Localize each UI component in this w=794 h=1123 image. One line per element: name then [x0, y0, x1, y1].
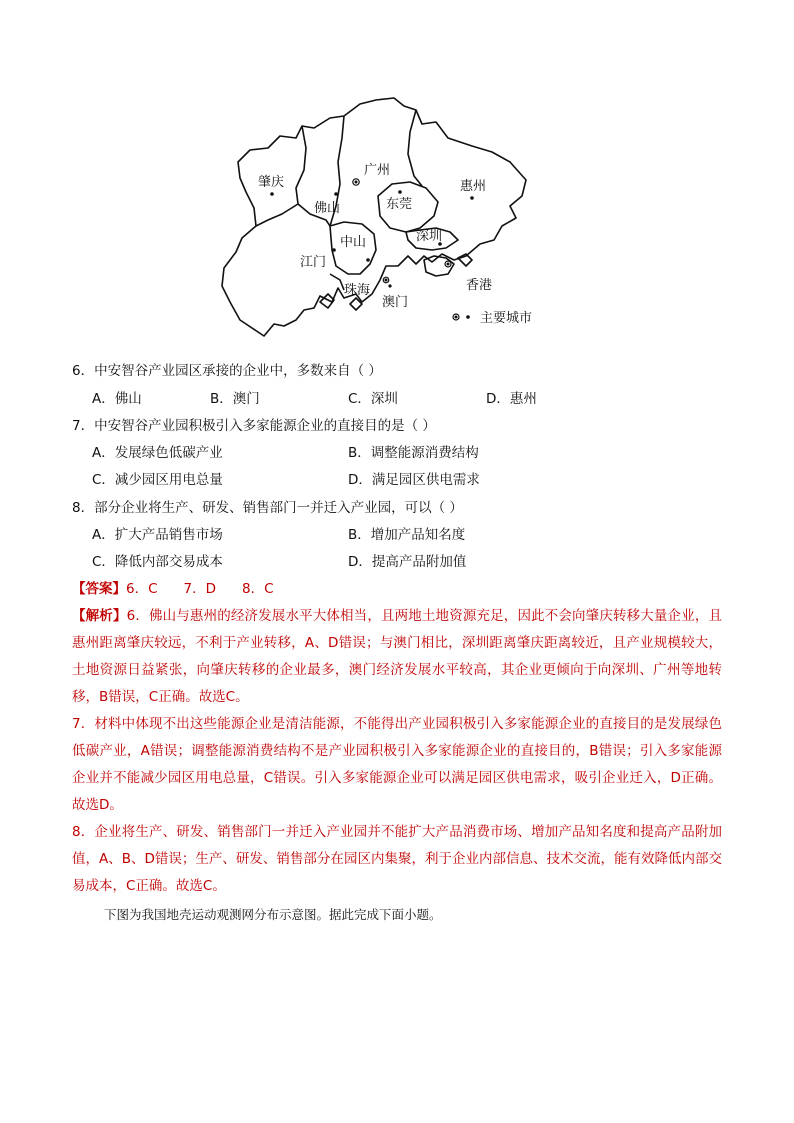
dongguan-label: 东莞 — [386, 197, 413, 212]
zhuhai-marker-inner — [385, 279, 387, 281]
explanation-7-text: 7．材料中体现不出这些能源企业是清洁能源，不能得出产业园积极引入多家能源企业的直接目的是发展绿色低碳产业，A错误；调整能源消费结构不是产业园积极引入多家能源企业的直接目的，B错误；引入多家能源企业并不能减少园区用电总量，C错误。引入多家能源企业可以满足园区供电需求，吸引企业迁入，D正确。故选D。 — [72, 716, 722, 813]
question-6-option-c: C．深圳 — [348, 391, 398, 407]
explanation-label: 【解析】 — [72, 608, 127, 624]
hongkong-marker-inner — [447, 263, 449, 265]
question-6-option-b: B．澳门 — [210, 391, 260, 407]
zhaoqing-label: 肇庆 — [258, 175, 285, 190]
answer-7: 7．D — [183, 581, 216, 597]
jiangmen-label: 江门 — [300, 255, 327, 270]
question-8-option-a: A．扩大产品销售市场 — [92, 527, 223, 543]
answer-8: 8．C — [242, 581, 274, 597]
macau-marker — [388, 284, 391, 287]
guangzhou-marker-inner — [355, 181, 357, 183]
answer-line — [72, 580, 300, 598]
zhuhai-label: 珠海 — [344, 283, 371, 298]
zhongshan-label: 中山 — [340, 235, 367, 250]
zhongshan-marker — [366, 258, 370, 262]
macau-label: 澳门 — [382, 295, 409, 310]
question-7-option-a: A．发展绿色低碳产业 — [92, 445, 223, 461]
map-outline — [222, 98, 526, 336]
jiangmen-marker — [332, 248, 336, 252]
foshan-label: 佛山 — [314, 201, 341, 216]
question-8-option-d: D．提高产品附加值 — [348, 554, 467, 570]
question-6-option-d: D．惠州 — [486, 391, 537, 407]
answer-6: 6．C — [126, 581, 158, 597]
question-7-option-d: D．满足园区供电需求 — [348, 472, 480, 488]
zhaoqing-marker — [270, 192, 274, 196]
question-7-stem: 7．中安智谷产业园积极引入多家能源企业的直接目的是（ ） — [72, 418, 436, 434]
question-8-stem: 8．部分企业将生产、研发、销售部门一并迁入产业园，可以（ ） — [72, 500, 463, 516]
shenzhen-label: 深圳 — [416, 229, 443, 244]
huizhou-label: 惠州 — [460, 179, 487, 194]
hongkong-label: 香港 — [466, 278, 493, 293]
guangzhou-label: 广州 — [364, 163, 391, 178]
dongguan-marker — [398, 190, 402, 194]
legend-label: 主要城市 — [480, 311, 533, 326]
next-section-intro: 下图为我国地壳运动观测网分布示意图。据此完成下面小题。 — [104, 907, 442, 922]
pearl-river-delta-map — [210, 88, 570, 348]
explanation-8 — [72, 819, 722, 900]
question-7-option-b: B．调整能源消费结构 — [348, 445, 479, 461]
question-8-option-b: B．增加产品知名度 — [348, 527, 466, 543]
huizhou-marker — [470, 196, 474, 200]
legend-marker-inner — [455, 316, 457, 318]
question-7-option-c: C．减少园区用电总量 — [92, 472, 223, 488]
answer-label: 【答案】 — [72, 581, 126, 597]
legend-dot — [466, 315, 470, 319]
question-6-option-a: A．佛山 — [92, 391, 142, 407]
explanation-6 — [72, 603, 722, 711]
explanation-6-text: 6．佛山与惠州的经济发展水平大体相当，且两地土地资源充足，因此不会向肇庆转移大量企业，且惠州距离肇庆较远，不利于产业转移，A、D错误；与澳门相比，深圳距离肇庆距离较近，且产业规模较大，土地资源日益紧张，向肇庆转移的企业最多，澳门经济发展水平较高，其企业更倾向于向深圳、广州等地转移，B错误，C正确。故选C。 — [72, 608, 723, 705]
question-8-option-c: C．降低内部交易成本 — [92, 554, 223, 570]
foshan-marker — [334, 192, 338, 196]
question-6-stem: 6．中安智谷产业园区承接的企业中，多数来自（ ） — [72, 363, 382, 379]
explanation-8-text: 8．企业将生产、研发、销售部门一并迁入产业园并不能扩大产品消费市场、增加产品知名度和提高产品附加值，A、B、D错误；生产、研发、销售部分在园区内集聚，利于企业内部信息、技术交流，能有效降低内部交易成本，C正确。故选C。 — [72, 824, 722, 894]
explanation-7 — [72, 711, 722, 819]
